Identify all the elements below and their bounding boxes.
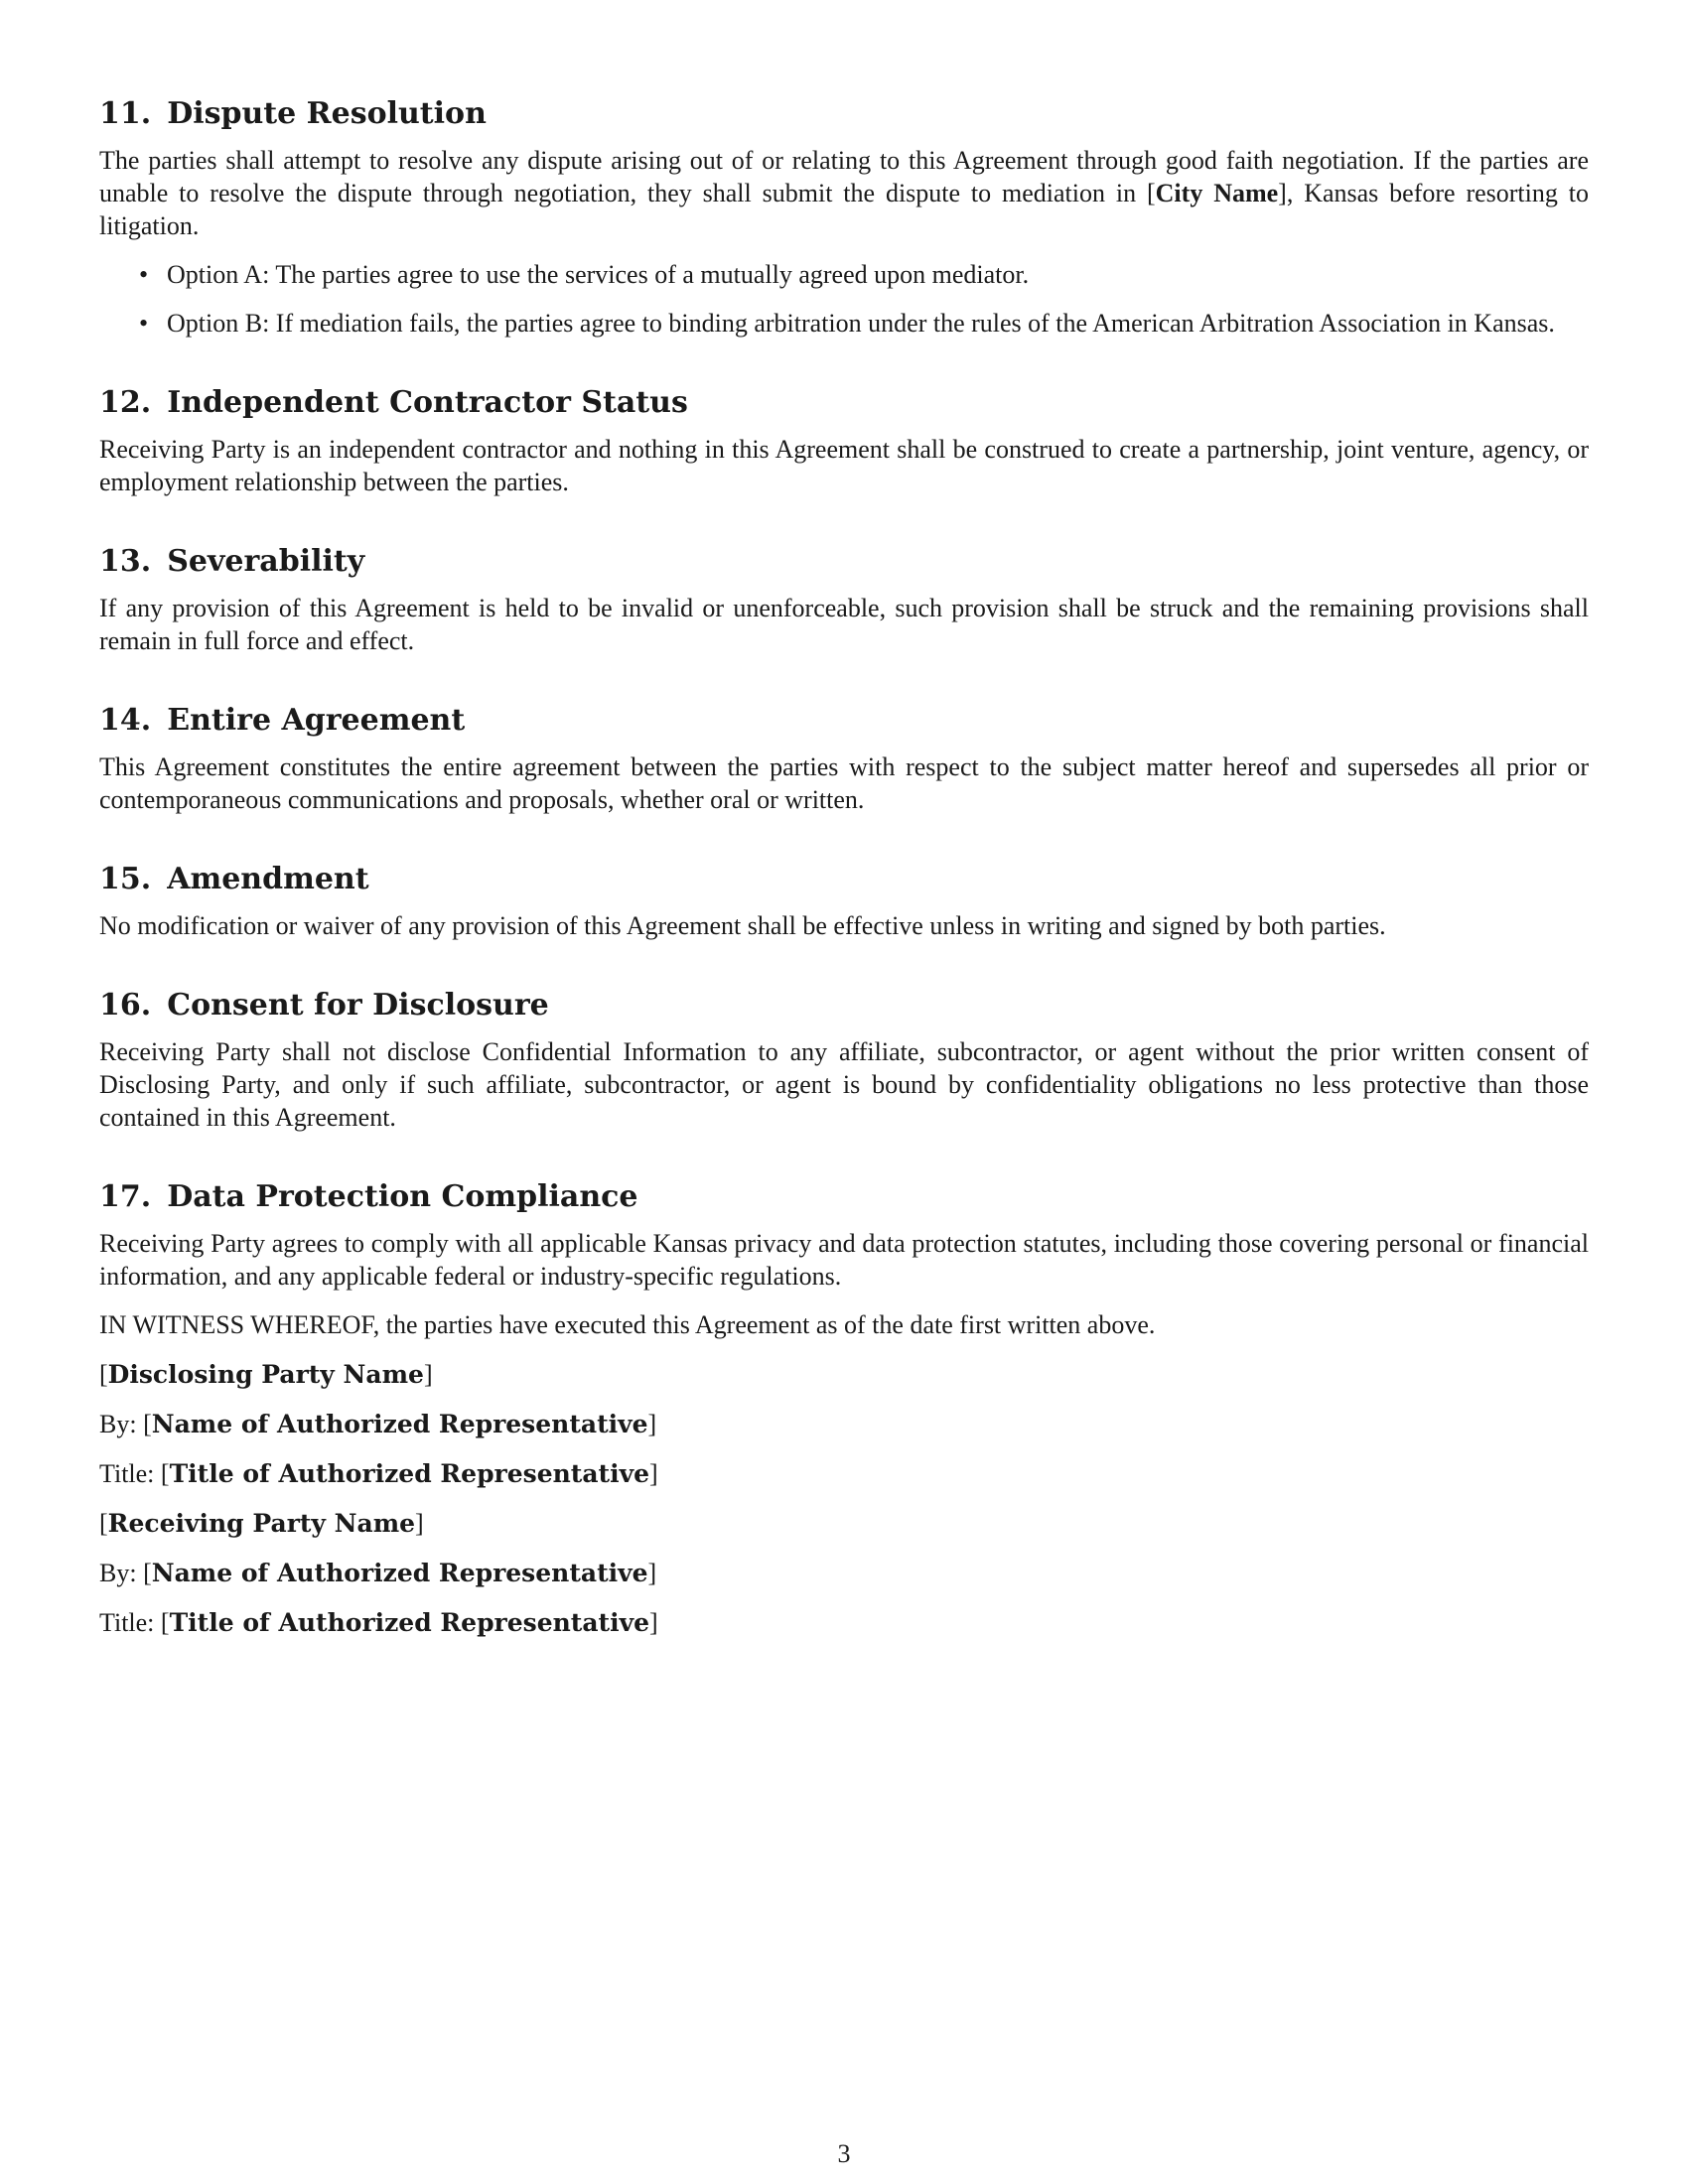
section-dispute-resolution xyxy=(99,94,1589,340)
section-heading xyxy=(99,542,1589,582)
document-page xyxy=(99,94,1589,1656)
party-name: [Receiving Party Name] xyxy=(99,1509,424,1538)
signature-by-line: By: [Name of Authorized Representative] xyxy=(99,1410,657,1438)
section-title: Consent for Disclosure xyxy=(167,988,549,1023)
body-text: The parties shall attempt to resolve any dispute arising out of or relating to this Agreement through good faith negotiation. If the parties are unable to resolve the dispute through negotiation, they shall submit the dispute to mediation in [ xyxy=(99,146,1589,207)
title-label: Title: xyxy=(99,1459,155,1488)
section-number: 16. xyxy=(99,988,152,1023)
section-title: Severability xyxy=(167,544,365,579)
section-heading xyxy=(99,383,1589,423)
section-number: 13. xyxy=(99,544,152,579)
section-body: If any provision of this Agreement is held to be invalid or unenforceable, such provision shall be struck and the remaining provisions shall remain in full force and effect. xyxy=(99,594,1589,655)
by-label: By: xyxy=(99,1559,137,1587)
section-heading xyxy=(99,860,1589,899)
party-name-placeholder: Receiving Party Name xyxy=(107,1509,416,1538)
section-heading xyxy=(99,94,1589,134)
section-severability xyxy=(99,542,1589,657)
by-label: By: xyxy=(99,1410,137,1438)
section-data-protection xyxy=(99,1177,1589,1293)
section-consent-for-disclosure xyxy=(99,986,1589,1134)
section-body: Receiving Party shall not disclose Confidential Information to any affiliate, subcontractor, or agent without the prior written consent of Disclosing Party, and only if such affiliate, subcontractor, or agent is bound by confidentiality obligations no less protective than those contained in this Agreement. xyxy=(99,1037,1589,1132)
representative-title-placeholder: Title of Authorized Representative xyxy=(169,1608,650,1637)
list-item: • Option A: The parties agree to use the services of a mutually agreed upon mediator. xyxy=(167,258,1589,291)
city-name-placeholder: City Name xyxy=(1155,179,1279,207)
section-body: Receiving Party is an independent contractor and nothing in this Agreement shall be construed to create a partnership, joint venture, agency, or employment relationship between the parties. xyxy=(99,435,1589,496)
signature-title-line: Title: [Title of Authorized Representative] xyxy=(99,1459,658,1488)
party-name-placeholder: Disclosing Party Name xyxy=(107,1360,424,1389)
section-body: No modification or waiver of any provision of this Agreement shall be effective unless in writing and signed by both parties. xyxy=(99,911,1386,940)
signature-block-receiving xyxy=(99,1507,1589,1639)
section-body xyxy=(99,144,1589,242)
options-list xyxy=(99,258,1589,340)
section-body: This Agreement constitutes the entire agreement between the parties with respect to the subject matter hereof and supersedes all prior or contemporaneous communications and proposals, whether oral or written. xyxy=(99,752,1589,814)
section-title: Data Protection Compliance xyxy=(167,1179,638,1214)
signature-title-line: Title: [Title of Authorized Representative] xyxy=(99,1608,658,1637)
section-number: 17. xyxy=(99,1179,152,1214)
representative-title-placeholder: Title of Authorized Representative xyxy=(169,1459,650,1488)
section-heading xyxy=(99,986,1589,1025)
section-amendment xyxy=(99,860,1589,942)
section-title: Entire Agreement xyxy=(167,703,466,738)
section-number: 14. xyxy=(99,703,152,738)
section-independent-contractor xyxy=(99,383,1589,498)
section-entire-agreement xyxy=(99,701,1589,816)
witness-clause: IN WITNESS WHEREOF, the parties have executed this Agreement as of the date first written above. xyxy=(99,1310,1156,1339)
section-heading xyxy=(99,701,1589,741)
signature-block-disclosing xyxy=(99,1358,1589,1490)
representative-name-placeholder: Name of Authorized Representative xyxy=(151,1410,648,1438)
section-number: 11. xyxy=(99,96,152,131)
section-title: Amendment xyxy=(167,862,369,896)
section-title: Dispute Resolution xyxy=(167,96,487,131)
title-label: Title: xyxy=(99,1608,155,1637)
section-number: 12. xyxy=(99,385,152,420)
section-title: Independent Contractor Status xyxy=(167,385,688,420)
section-heading xyxy=(99,1177,1589,1217)
section-body: Receiving Party agrees to comply with all applicable Kansas privacy and data protection statutes, including those covering personal or financial information, and any applicable federal or industry-specific regulations. xyxy=(99,1229,1589,1291)
list-item: • Option B: If mediation fails, the parties agree to binding arbitration under the rules of the American Arbitration Association in Kansas. xyxy=(167,307,1589,340)
party-name: [Disclosing Party Name] xyxy=(99,1360,433,1389)
signature-by-line: By: [Name of Authorized Representative] xyxy=(99,1559,657,1587)
page-number: 3 xyxy=(837,2139,851,2168)
section-number: 15. xyxy=(99,862,152,896)
body-text: ], Kansas before resorting to litigation. xyxy=(99,179,1589,240)
representative-name-placeholder: Name of Authorized Representative xyxy=(151,1559,648,1587)
